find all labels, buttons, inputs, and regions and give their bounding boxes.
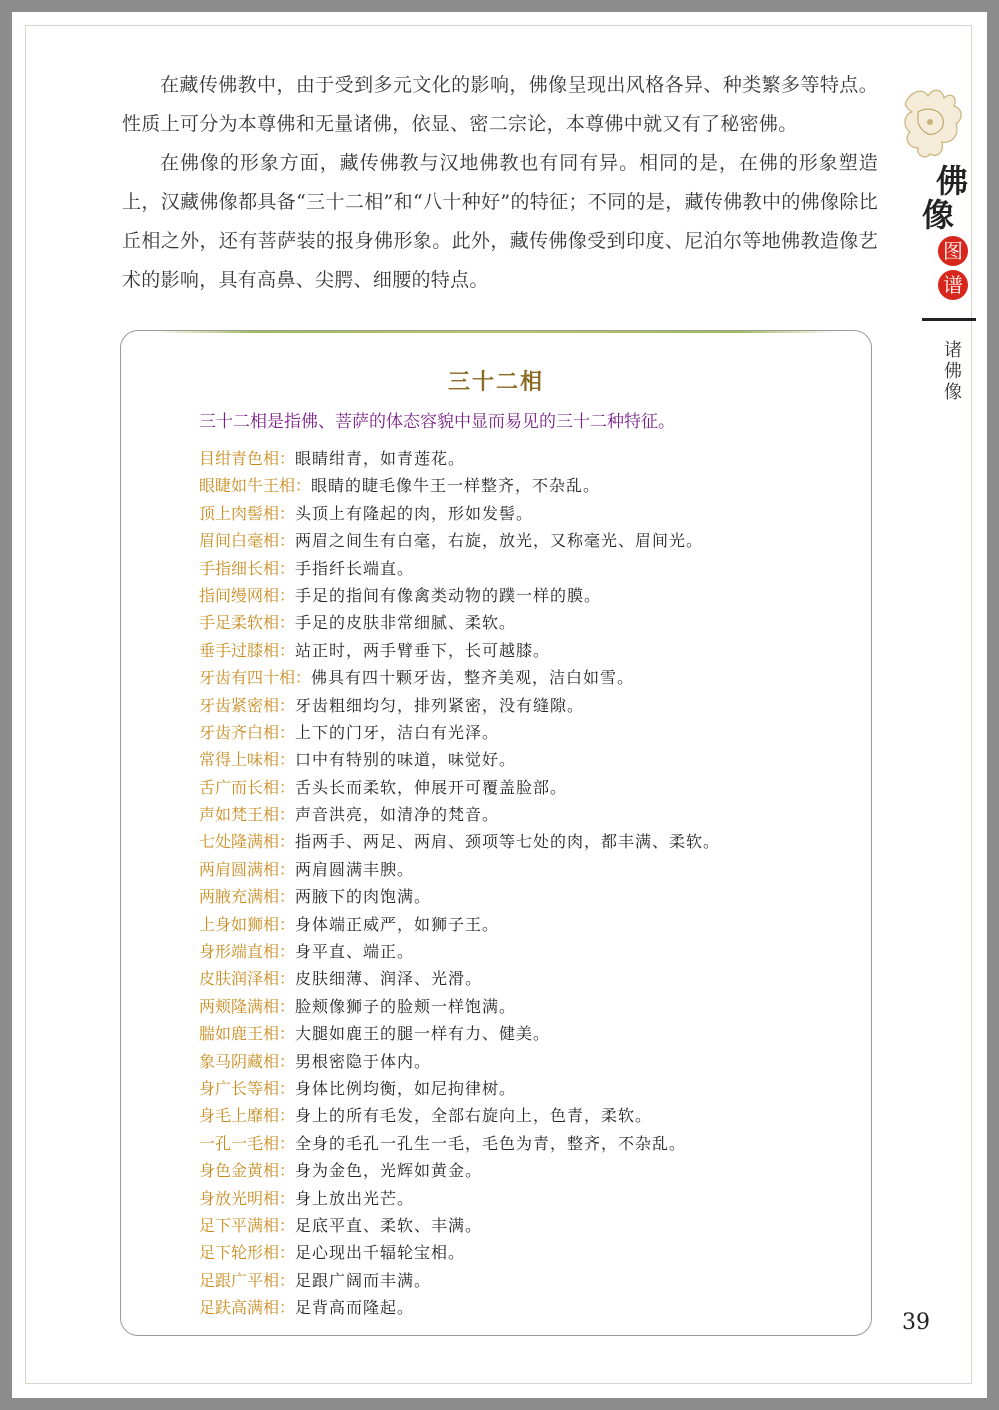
list-item	[199, 500, 839, 527]
mark-term: 顶上肉髻相	[199, 503, 280, 523]
mark-term: 手足柔软相	[199, 613, 280, 633]
mark-term: 两肩圆满相	[199, 859, 280, 879]
mark-definition: 舌头长而柔软，伸展开可覆盖脸部。	[295, 777, 568, 797]
mark-separator: ：	[295, 668, 312, 688]
list-item	[199, 1267, 839, 1294]
list-item	[199, 719, 839, 746]
mark-definition: 足跟广阔而丰满。	[295, 1270, 432, 1290]
mark-definition: 身上的所有毛发，全部右旋向上，色青，柔软。	[295, 1106, 653, 1126]
list-item	[199, 938, 839, 965]
mark-separator: ：	[279, 914, 296, 934]
mark-definition: 身为金色，光辉如黄金。	[295, 1161, 483, 1181]
list-item	[199, 828, 839, 855]
side-circle-2: 谱	[938, 270, 968, 300]
intro-text	[122, 66, 878, 300]
buddha-hand-icon	[898, 82, 973, 162]
mark-definition: 男根密隐于体内。	[295, 1051, 432, 1071]
mark-definition: 大腿如鹿王的腿一样有力、健美。	[295, 1024, 551, 1044]
mark-separator: ：	[279, 585, 296, 605]
marks-box	[120, 330, 872, 1336]
mark-definition: 牙齿粗细均匀，排列紧密，没有缝隙。	[295, 695, 585, 715]
mark-term: 皮肤润泽相	[199, 969, 280, 989]
mark-separator: ：	[279, 942, 296, 962]
mark-definition: 两肩圆满丰腴。	[295, 859, 415, 879]
mark-separator: ：	[279, 695, 296, 715]
mark-term: 手指细长相	[199, 558, 280, 578]
mark-term: 上身如狮相	[199, 914, 280, 934]
list-item	[199, 993, 839, 1020]
mark-definition: 上下的门牙，洁白有光泽。	[295, 722, 500, 742]
mark-term: 两颊隆满相	[199, 996, 280, 1016]
box-top-accent	[151, 330, 841, 333]
mark-separator: ：	[279, 1106, 296, 1126]
mark-separator: ：	[279, 1215, 296, 1235]
mark-definition: 手足的皮肤非常细腻、柔软。	[295, 613, 517, 633]
mark-term: 牙齿齐白相	[199, 722, 280, 742]
mark-term: 身广长等相	[199, 1078, 280, 1098]
mark-definition: 眼睛的睫毛像牛王一样整齐，不杂乱。	[311, 476, 601, 496]
mark-term: 牙齿有四十相	[199, 668, 296, 688]
mark-separator: ：	[279, 558, 296, 578]
list-item	[199, 692, 839, 719]
mark-definition: 手指纤长端直。	[295, 558, 415, 578]
mark-definition: 两腋下的肉饱满。	[295, 887, 432, 907]
list-item	[199, 746, 839, 773]
list-item	[199, 1020, 839, 1047]
list-item	[199, 1157, 839, 1184]
marks-list	[199, 445, 839, 1322]
mark-term: 舌广而长相	[199, 777, 280, 797]
mark-definition: 眼睛绀青，如青莲花。	[295, 449, 466, 468]
mark-separator: ：	[279, 1051, 296, 1071]
mark-definition: 身平直、端正。	[295, 942, 415, 962]
mark-separator: ：	[279, 503, 296, 523]
mark-definition: 足心现出千辐轮宝相。	[295, 1243, 466, 1263]
book-page	[12, 12, 987, 1398]
box-title: 三十二相	[447, 369, 544, 395]
mark-term: 足跟广平相	[199, 1270, 280, 1290]
mark-separator: ：	[279, 1298, 296, 1318]
mark-term: 足趺高满相	[199, 1298, 280, 1318]
mark-term: 身毛上靡相	[199, 1106, 280, 1126]
mark-definition: 足底平直、柔软、丰满。	[295, 1215, 483, 1235]
mark-separator: ：	[279, 805, 296, 825]
mark-separator: ：	[279, 1078, 296, 1098]
mark-term: 声如梵王相	[199, 805, 280, 825]
mark-definition: 佛具有四十颗牙齿，整齐美观，洁白如雪。	[311, 668, 635, 688]
mark-term: 腨如鹿王相	[199, 1024, 280, 1044]
list-item	[199, 1130, 839, 1157]
intro-paragraph-2: 在佛像的形象方面，藏传佛教与汉地佛教也有同有异。相同的是，在佛的形象塑造上，汉藏佛像都具备“三十二相”和“八十种好”的特征；不同的是，藏传佛教中的佛像除比丘相之外，还有菩萨装的报身佛形象。此外，藏传佛像受到印度、尼泊尔等地佛教造像艺术的影响，具有高鼻、尖腭、细腰的特点。	[122, 152, 878, 291]
mark-separator: ：	[279, 1133, 296, 1153]
mark-separator: ：	[279, 531, 296, 551]
list-item	[199, 856, 839, 883]
mark-definition: 足背高而隆起。	[295, 1298, 415, 1318]
list-item	[199, 801, 839, 828]
mark-definition: 脸颊像狮子的脸颊一样饱满。	[295, 996, 517, 1016]
mark-separator: ：	[279, 969, 296, 989]
mark-definition: 手足的指间有像禽类动物的蹼一样的膜。	[295, 585, 602, 605]
mark-term: 身色金黄相	[199, 1161, 280, 1181]
list-item	[199, 1294, 839, 1321]
side-title	[922, 162, 969, 234]
list-item	[199, 664, 839, 691]
mark-definition: 身体端正威严，如狮子王。	[295, 914, 500, 934]
mark-separator: ：	[279, 996, 296, 1016]
mark-definition: 口中有特别的味道，味觉好。	[295, 750, 517, 770]
mark-separator: ：	[279, 613, 296, 633]
list-item	[199, 609, 839, 636]
mark-separator: ：	[279, 1270, 296, 1290]
mark-definition: 声音洪亮，如清净的梵音。	[295, 805, 500, 825]
mark-term: 象马阴藏相	[199, 1051, 280, 1071]
mark-term: 足下轮形相	[199, 1243, 280, 1263]
mark-definition: 全身的毛孔一孔生一毛，毛色为青，整齐，不杂乱。	[295, 1133, 687, 1153]
list-item	[199, 1239, 839, 1266]
mark-term: 足下平满相	[199, 1215, 280, 1235]
mark-separator: ：	[279, 1024, 296, 1044]
side-circle-1: 图	[938, 236, 968, 266]
list-item	[199, 582, 839, 609]
list-item	[199, 1102, 839, 1129]
list-item	[199, 555, 839, 582]
list-item	[199, 911, 839, 938]
list-item	[199, 445, 839, 472]
mark-definition: 身体比例均衡，如尼拘律树。	[295, 1078, 517, 1098]
mark-separator: ：	[279, 722, 296, 742]
intro-paragraph-1: 在藏传佛教中，由于受到多元文化的影响，佛像呈现出风格各异、种类繁多等特点。性质上可分为本尊佛和无量诸佛，依显、密二宗论，本尊佛中就又有了秘密佛。	[122, 74, 878, 135]
mark-term: 指间缦网相	[199, 585, 280, 605]
side-divider	[922, 318, 976, 321]
mark-term: 目绀青色相	[199, 449, 280, 468]
mark-separator: ：	[295, 476, 312, 496]
list-item	[199, 1075, 839, 1102]
list-item	[199, 1048, 839, 1075]
mark-term: 一孔一毛相	[199, 1133, 280, 1153]
mark-term: 眉间白毫相	[199, 531, 280, 551]
mark-term: 七处隆满相	[199, 832, 280, 852]
mark-definition: 指两手、两足、两肩、颈项等七处的肉，都丰满、柔软。	[295, 832, 721, 852]
mark-separator: ：	[279, 1188, 296, 1208]
list-item	[199, 1212, 839, 1239]
list-item	[199, 883, 839, 910]
side-title-char-1: 佛	[936, 162, 969, 200]
mark-definition: 站正时，两手臂垂下，长可越膝。	[295, 640, 551, 660]
list-item	[199, 637, 839, 664]
list-item	[199, 1185, 839, 1212]
page-number: 39	[902, 1310, 930, 1335]
mark-separator: ：	[279, 449, 296, 468]
mark-separator: ：	[279, 750, 296, 770]
mark-term: 身形端直相	[199, 942, 280, 962]
mark-definition: 两眉之间生有白毫，右旋，放光，又称毫光、眉间光。	[295, 531, 704, 551]
side-title-char-2: 像	[922, 196, 955, 234]
mark-separator: ：	[279, 640, 296, 660]
mark-definition: 身上放出光芒。	[295, 1188, 415, 1208]
box-description: 三十二相是指佛、菩萨的体态容貌中显而易见的三十二种特征。	[199, 412, 675, 432]
mark-separator: ：	[279, 777, 296, 797]
mark-definition: 皮肤细薄、润泽、光滑。	[295, 969, 483, 989]
mark-term: 眼睫如牛王相	[199, 476, 296, 496]
mark-separator: ：	[279, 859, 296, 879]
list-item	[199, 472, 839, 499]
mark-separator: ：	[279, 887, 296, 907]
mark-term: 身放光明相	[199, 1188, 280, 1208]
side-header	[898, 82, 978, 412]
list-item	[199, 774, 839, 801]
mark-term: 垂手过膝相	[199, 640, 280, 660]
mark-separator: ：	[279, 1243, 296, 1263]
mark-separator: ：	[279, 832, 296, 852]
list-item	[199, 527, 839, 554]
mark-definition: 头顶上有隆起的肉，形如发髻。	[295, 503, 534, 523]
mark-term: 常得上味相	[199, 750, 280, 770]
side-subtitle: 诸佛像	[944, 340, 962, 403]
mark-term: 牙齿紧密相	[199, 695, 280, 715]
mark-separator: ：	[279, 1161, 296, 1181]
mark-term: 两腋充满相	[199, 887, 280, 907]
list-item	[199, 965, 839, 992]
